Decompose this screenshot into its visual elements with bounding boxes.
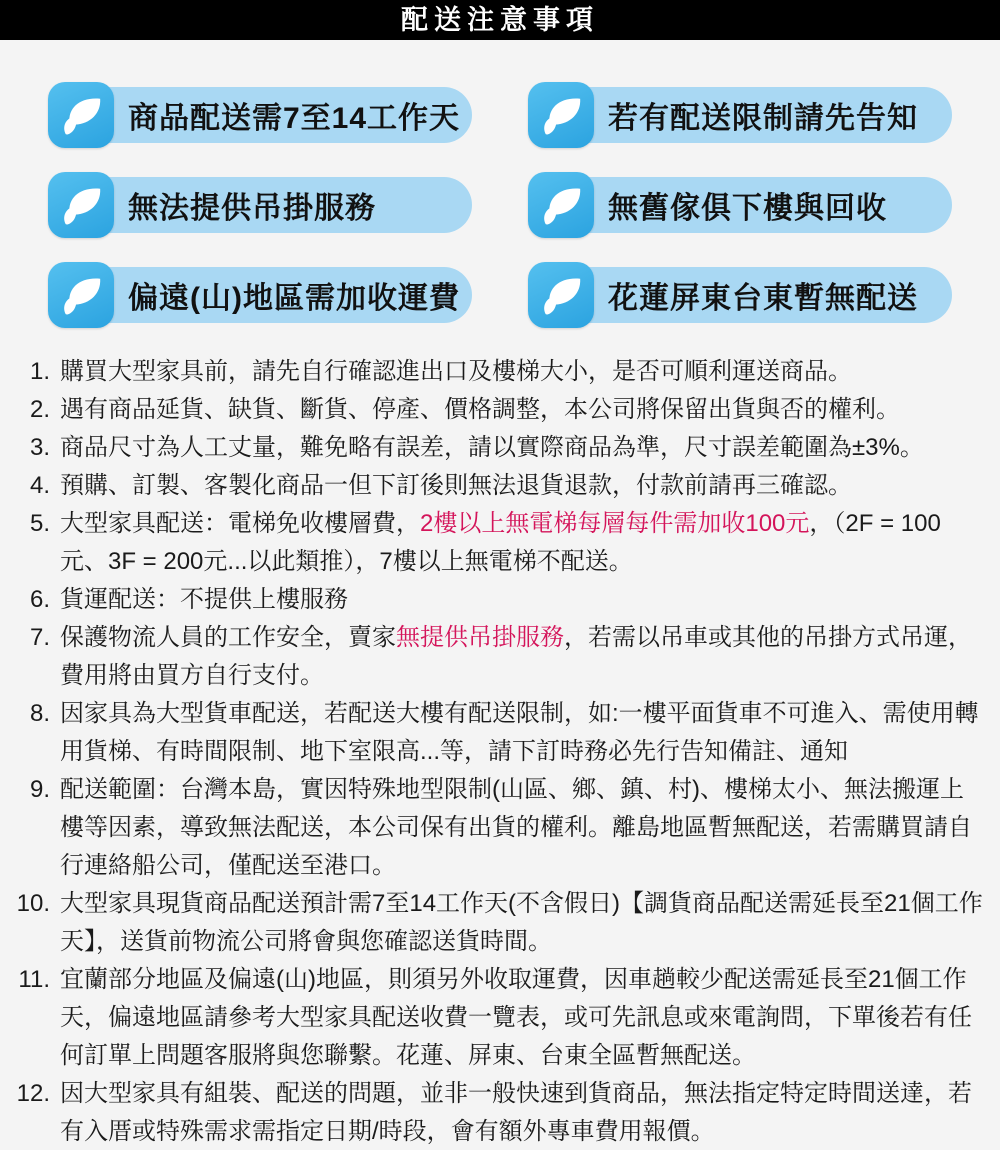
delivery-badge: [48, 262, 472, 328]
note-text: [60, 396, 900, 423]
leaf-icon: [528, 82, 594, 148]
badge-pill: [554, 177, 952, 233]
leaf-icon: [48, 262, 114, 328]
note-item: [0, 353, 984, 391]
badge-pill: [74, 177, 472, 233]
note-text-segment: 大型家具配送：電梯免收樓層費，: [60, 510, 420, 537]
page-title: 配送注意事項: [401, 5, 599, 35]
note-item: [0, 581, 984, 619]
note-number: 8.: [29, 700, 50, 727]
note-text: [60, 624, 972, 689]
note-text-segment: 因家具為大型貨車配送，若配送大樓有配送限制，如:一樓平面貨車不可進入、需使用轉用貨梯、有時間限制、地下室限高...等，請下訂時務必先行告知備註、通知: [60, 700, 979, 765]
note-text-segment: 宜蘭部分地區及偏遠(山)地區，則須另外收取運費，因車趟較少配送需延長至21個工作天，偏遠地區請參考大型家具配送收費一覽表，或可先訊息或來電詢問，下單後若有任何訂單上問題客服將與您聯繫。花蓮、屏東、台東全區暫無配送。: [60, 966, 972, 1069]
badge-label: 無舊傢俱下樓與回收: [608, 192, 887, 225]
note-text-segment: 商品尺寸為人工丈量，難免略有誤差，請以實際商品為準，尺寸誤差範圍為±3%。: [60, 434, 924, 461]
note-text: [60, 776, 972, 879]
note-item: [0, 885, 984, 961]
note-text-segment: 遇有商品延貨、缺貨、斷貨、停產、價格調整，本公司將保留出貨與否的權利。: [60, 396, 900, 423]
badge-grid: [0, 82, 1000, 328]
delivery-badge: [528, 262, 952, 328]
note-item: [0, 429, 984, 467]
leaf-icon: [48, 172, 114, 238]
badge-label: 無法提供吊掛服務: [128, 192, 376, 225]
note-text: [60, 358, 852, 385]
page-header: [0, 0, 1000, 40]
note-item: [0, 505, 984, 581]
badge-pill: [74, 267, 472, 323]
notes-list: [0, 353, 1000, 1150]
badge-label: 花蓮屏東台東暫無配送: [608, 282, 918, 315]
leaf-icon: [528, 262, 594, 328]
badge-pill: [554, 267, 952, 323]
note-number: 10.: [16, 890, 50, 917]
note-text: [60, 890, 983, 955]
note-text: [60, 472, 852, 499]
note-text-segment: 預購、訂製、客製化商品一但下訂後則無法退貨退款，付款前請再三確認。: [60, 472, 852, 499]
leaf-icon: [48, 82, 114, 148]
note-text: [60, 586, 348, 613]
delivery-badge: [528, 82, 952, 148]
note-number: 6.: [29, 586, 50, 613]
note-text-segment: 配送範圍：台灣本島，實因特殊地型限制(山區、鄉、鎮、村)、樓梯太小、無法搬運上樓等因素，導致無法配送，本公司保有出貨的權利。離島地區暫無配送，若需購買請自行連絡船公司，僅配送至港口。: [60, 776, 972, 879]
note-text-segment: 保護物流人員的工作安全，賣家: [60, 624, 396, 651]
note-text-segment: 購買大型家具前，請先自行確認進出口及樓梯大小，是否可順利運送商品。: [60, 358, 852, 385]
note-text: [60, 966, 972, 1069]
delivery-badge: [48, 82, 472, 148]
badge-pill: [554, 87, 952, 143]
note-item: [0, 391, 984, 429]
note-number: 9.: [29, 776, 50, 803]
note-text-segment: ，若需以吊車或其他的吊掛方式吊運，費用將由買方自行支付。: [60, 624, 972, 689]
note-number: 4.: [29, 472, 50, 499]
note-item: [0, 467, 984, 505]
note-number: 3.: [29, 434, 50, 461]
note-text: [60, 434, 924, 461]
note-number: 2.: [29, 396, 50, 423]
badge-label: 偏遠(山)地區需加收運費: [128, 282, 460, 315]
note-number: 5.: [29, 510, 50, 537]
note-item: [0, 961, 984, 1075]
note-highlight-text: 2樓以上無電梯每層每件需加收100元: [420, 510, 810, 537]
note-text-segment: 貨運配送：不提供上樓服務: [60, 586, 348, 613]
note-text-segment: ，（2F = 100元、3F = 200元...以此類推），7樓以上無電梯不配送。: [60, 510, 941, 575]
note-item: [0, 1075, 984, 1150]
note-text: [60, 1080, 972, 1145]
badge-label: 若有配送限制請先告知: [608, 102, 918, 135]
delivery-badge: [48, 172, 472, 238]
note-text-segment: 因大型家具有組裝、配送的問題，並非一般快速到貨商品，無法指定特定時間送達，若有入厝或特殊需求需指定日期/時段，會有額外專車費用報價。: [60, 1080, 972, 1145]
note-text: [60, 700, 979, 765]
note-text: [60, 510, 941, 575]
note-number: 11.: [18, 966, 50, 993]
delivery-badge: [528, 172, 952, 238]
badge-label: 商品配送需7至14工作天: [128, 102, 461, 135]
note-number: 7.: [29, 624, 50, 651]
note-highlight-text: 無提供吊掛服務: [396, 624, 564, 651]
note-item: [0, 695, 984, 771]
note-text-segment: 大型家具現貨商品配送預計需7至14工作天(不含假日)【調貨商品配送需延長至21個工作天】，送貨前物流公司將會與您確認送貨時間。: [60, 890, 983, 955]
note-number: 12.: [16, 1080, 50, 1107]
note-item: [0, 619, 984, 695]
badge-pill: [74, 87, 472, 143]
note-item: [0, 771, 984, 885]
leaf-icon: [528, 172, 594, 238]
note-number: 1.: [29, 358, 50, 385]
